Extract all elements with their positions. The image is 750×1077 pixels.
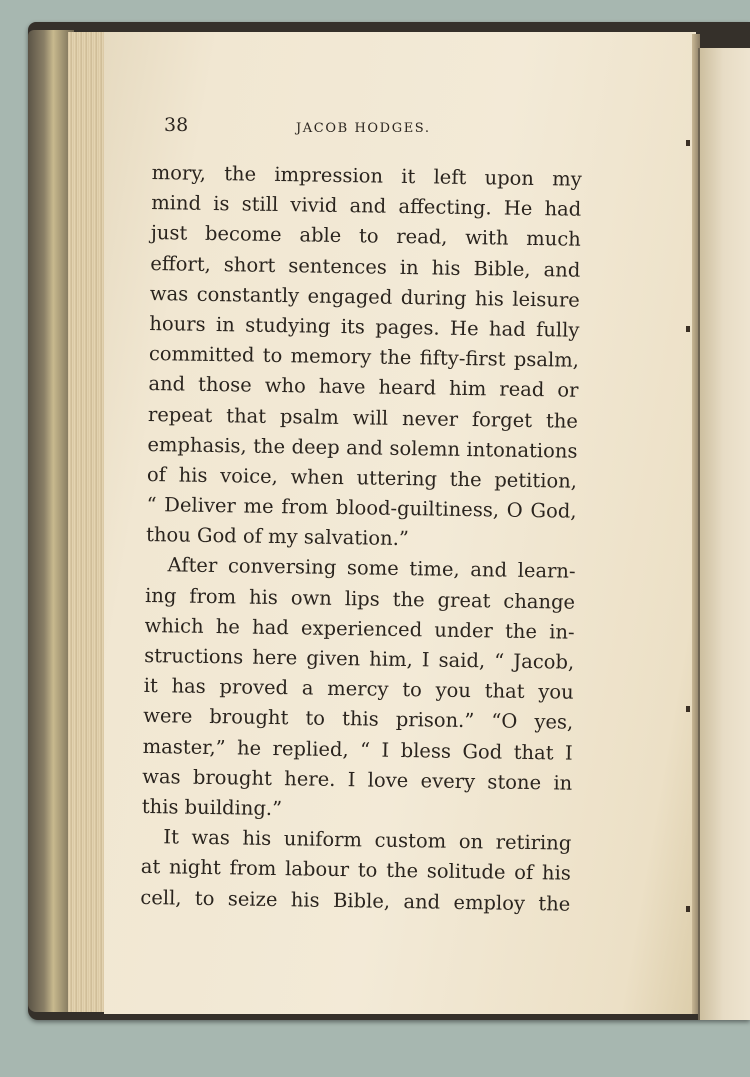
page-header xyxy=(164,114,594,144)
text-line: It was his uniform custom on retiring xyxy=(163,825,572,855)
text-line: master,” he replied, “ I bless God that I xyxy=(142,734,573,765)
text-line: mind is still vivid and affecting. He had xyxy=(151,191,582,221)
text-line: was brought here. I love every stone in xyxy=(142,764,573,795)
body-text xyxy=(140,158,582,919)
text-line: “ Deliver me from blood-guiltiness, O God, xyxy=(146,493,577,523)
binding-thread-mark xyxy=(686,140,690,146)
text-line: just become able to read, with much xyxy=(150,221,581,252)
text-line: was constantly engaged during his leisure xyxy=(149,281,581,312)
text-line: of his voice, when uttering the petition, xyxy=(146,462,578,493)
text-line: structions here given him, I said, “ Jacob, xyxy=(144,643,575,674)
text-line: were brought to this prison.” “O yes, xyxy=(143,704,574,735)
text-line: ing from his own lips the great change xyxy=(144,583,576,614)
text-line: After conversing some time, and learn- xyxy=(167,553,576,584)
page-edges xyxy=(68,32,104,1012)
text-line: repeat that psalm will never forget the xyxy=(147,402,579,433)
text-line: at night from labour to the solitude of his xyxy=(140,855,571,885)
page-number: 38 xyxy=(164,114,189,136)
text-line: committed to memory the fifty-first psalm, xyxy=(148,342,580,372)
binding-thread-mark xyxy=(686,706,690,712)
text-line: and those who have heard him read or xyxy=(148,372,579,403)
text-line: which he had experienced under the in- xyxy=(144,613,575,644)
text-line: this building.” xyxy=(141,794,283,821)
binding-thread-mark xyxy=(686,326,690,332)
right-page xyxy=(698,48,750,1020)
text-line: cell, to seize his Bible, and employ the xyxy=(140,885,571,916)
text-line: thou God of my salvation.” xyxy=(145,523,410,551)
text-line: hours in studying its pages. He had fully xyxy=(149,311,580,342)
running-head: JACOB HODGES. xyxy=(296,121,431,136)
text-line: mory, the impression it left upon my xyxy=(151,160,582,191)
text-line: effort, short sentences in his Bible, and xyxy=(150,251,581,282)
text-line: it has proved a mercy to you that you xyxy=(143,674,574,704)
binding-thread-mark xyxy=(686,906,690,912)
text-line: emphasis, the deep and solemn intonations xyxy=(147,432,578,463)
